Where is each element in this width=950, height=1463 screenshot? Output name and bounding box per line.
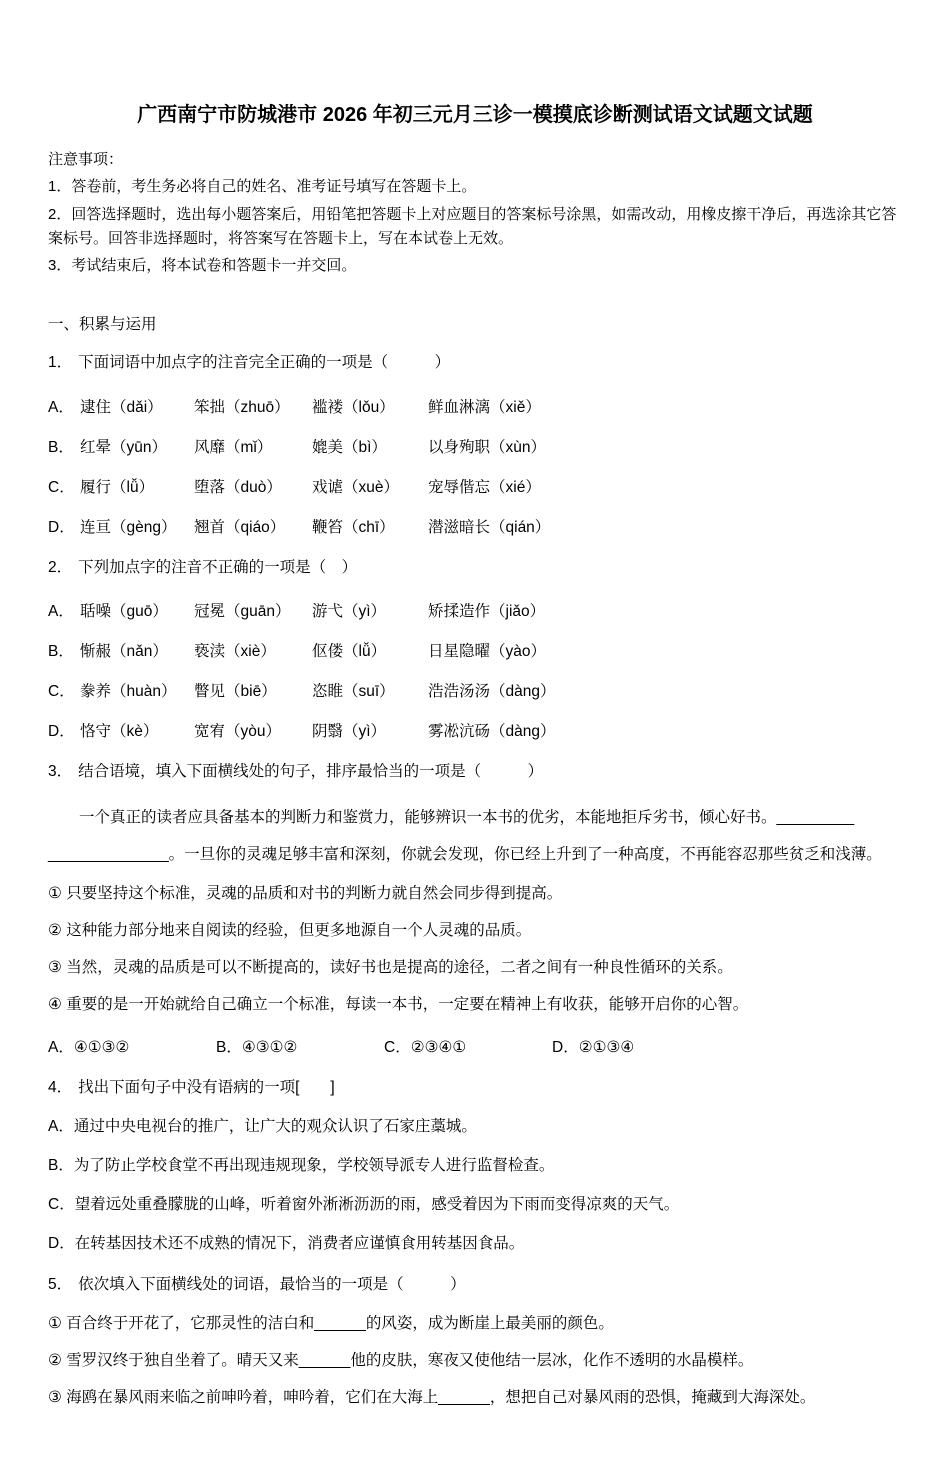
option-text: ②③④① (410, 1038, 467, 1056)
option-row (48, 515, 902, 537)
answer-option (552, 1035, 634, 1057)
option-label: A． (48, 1118, 74, 1136)
option-word: 戏谑（xuè） (312, 478, 399, 496)
option-word: 惭赧（nǎn） (80, 643, 168, 661)
option-text: ②①③④ (578, 1038, 635, 1056)
option-word: 聒噪（guō） (80, 603, 168, 621)
question-1 (48, 350, 902, 536)
option-row (48, 395, 902, 417)
option-line (48, 1232, 902, 1257)
question-stem-line (48, 1272, 902, 1298)
option-label: D． (552, 1038, 579, 1056)
question-stem-line (48, 759, 902, 785)
question-stem-line (48, 555, 902, 581)
sentence-item: ① 只要坚持这个标准，灵魂的品质和对书的判断力就自然会同步得到提高。 (48, 884, 563, 902)
option-word: 雾凇沆砀（dàng） (428, 723, 556, 741)
option-line (48, 1193, 902, 1218)
notice-header: 注意事项： (48, 151, 124, 168)
sentence-item: ② 雪罗汉终于独自坐着了。晴天又来______他的皮肤，寒夜又使他结一层冰，化作不透明的水晶模样。 (48, 1351, 754, 1369)
answer-option (216, 1035, 384, 1057)
answer-option (48, 1035, 216, 1057)
option-word: 亵渎（xiè） (194, 643, 276, 661)
question-number: 4． (48, 1078, 73, 1096)
option-word: 恣睢（suī） (312, 683, 395, 701)
question-5 (48, 1272, 902, 1409)
notice-item: 1．答卷前，考生务必将自己的姓名、准考证号填写在答题卡上。 (48, 178, 477, 196)
option-word: 鲜血淋漓（xiě） (428, 398, 541, 416)
option-word: 游弋（yì） (312, 603, 387, 621)
option-text: 在转基因技术还不成熟的情况下，消费者应谨慎食用转基因食品。 (74, 1234, 525, 1252)
answer-options-row (48, 1035, 902, 1057)
option-word: 鞭笞（chī） (312, 518, 395, 536)
sentence-item: ① 百合终于开花了，它那灵性的洁白和______的风姿，成为断崖上最美丽的颜色。 (48, 1314, 614, 1332)
question-stem: 依次填入下面横线处的词语，最恰当的一项是（ ） (78, 1276, 466, 1294)
option-line (48, 1154, 902, 1179)
question-4 (48, 1075, 902, 1257)
option-row (48, 599, 902, 621)
option-row (48, 639, 902, 661)
option-word: 矫揉造作（jiǎo） (428, 603, 546, 621)
notice-item: 2．回答选择题时，选出每小题答案后，用铅笔把答题卡上对应题目的答案标号涂黑，如需改动，用橡皮擦干净后，再选涂其它答案标号。回答非选择题时，将答案写在答题卡上，写在本试卷上无效。 (48, 205, 897, 247)
question-stem: 下列加点字的注音不正确的一项是（ ） (78, 558, 358, 576)
option-text: 为了防止学校食堂不再出现违规现象，学校领导派专人进行监督检查。 (73, 1156, 555, 1174)
option-label: D． (48, 723, 75, 741)
option-word: 瞥见（biē） (194, 683, 277, 701)
notice-section (48, 148, 902, 278)
option-word: 履行（lǚ） (80, 478, 155, 496)
option-word: 冠冕（guān） (194, 603, 291, 621)
option-label: A． (48, 398, 74, 416)
option-label: B． (48, 643, 74, 661)
option-text: 通过中央电视台的推广，让广大的观众认识了石家庄藁城。 (73, 1118, 477, 1136)
option-label: B． (48, 1156, 74, 1174)
option-word: 伛偻（lǚ） (312, 643, 387, 661)
question-number: 2． (48, 558, 73, 576)
section-header: 一、积累与运用 (48, 316, 157, 334)
option-word: 日星隐曜（yào） (428, 643, 546, 661)
sentence-item: ② 这种能力部分地来自阅读的经验，但更多地源自一个人灵魂的品质。 (48, 921, 532, 939)
option-word: 恪守（kè） (80, 723, 159, 741)
exam-title: 广西南宁市防城港市 2026 年初三元月三诊一模摸底诊断测试语文试题文试题 (137, 104, 813, 126)
option-word: 潜滋暗长（qián） (428, 518, 551, 536)
passage-line: ______________。一旦你的灵魂足够丰富和深刻，你就会发现，你已经上升到了一种高度，不再能容忍那些贫乏和浅薄。 (48, 845, 882, 863)
question-stem-line (48, 350, 902, 376)
option-word: 宽宥（yòu） (194, 723, 281, 741)
option-label: A． (48, 603, 74, 621)
option-word: 笨拙（zhuō） (194, 398, 290, 416)
option-word: 逮住（dǎi） (80, 398, 163, 416)
option-text: ④③①② (241, 1038, 298, 1056)
option-label: D． (48, 1234, 75, 1252)
option-label: C． (384, 1038, 411, 1056)
option-label: A． (48, 1038, 74, 1056)
question-stem: 下面词语中加点字的注音完全正确的一项是（ ） (78, 354, 451, 372)
option-word: 宠辱偕忘（xié） (428, 478, 541, 496)
question-number: 3． (48, 763, 73, 781)
answer-option (384, 1035, 552, 1057)
question-stem: 找出下面句子中没有语病的一项[ ] (78, 1078, 335, 1096)
option-row (48, 679, 902, 701)
option-text: ④①③② (73, 1038, 130, 1056)
option-word: 媲美（bì） (312, 438, 387, 456)
option-word: 翘首（qiáo） (194, 518, 286, 536)
option-row (48, 719, 902, 741)
option-word: 褴褛（lǒu） (312, 398, 395, 416)
option-word: 以身殉职（xùn） (428, 438, 546, 456)
question-3 (48, 759, 902, 1057)
passage-line: 一个真正的读者应具备基本的判断力和鉴赏力，能够辨识一本书的优劣，本能地拒斥劣书，倾心好书。_________ (79, 808, 855, 826)
option-word: 红晕（yūn） (80, 438, 167, 456)
sentence-item: ④ 重要的是一开始就给自己确立一个标准，每读一本书，一定要在精神上有收获，能够开启你的心智。 (48, 995, 749, 1013)
option-label: B． (48, 438, 74, 456)
sentence-item: ③ 当然，灵魂的品质是可以不断提高的，读好书也是提高的途径，二者之间有一种良性循环的关系。 (48, 958, 733, 976)
option-word: 阴翳（yì） (312, 723, 387, 741)
sentence-item: ③ 海鸥在暴风雨来临之前呻吟着，呻吟着，它们在大海上______，想把自己对暴风雨的恐惧，掩藏到大海深处。 (48, 1388, 816, 1406)
option-label: C． (48, 683, 75, 701)
question-2 (48, 555, 902, 741)
option-word: 豢养（huàn） (80, 683, 177, 701)
option-line (48, 1115, 902, 1140)
option-row (48, 435, 902, 457)
option-word: 连亘（gèng） (80, 518, 177, 536)
option-word: 浩浩汤汤（dàng） (428, 683, 556, 701)
option-label: D． (48, 518, 75, 536)
question-number: 1． (48, 354, 73, 372)
option-word: 堕落（duò） (194, 478, 282, 496)
notice-item: 3．考试结束后，将本试卷和答题卡一并交回。 (48, 257, 357, 275)
question-stem-line (48, 1075, 902, 1101)
option-text: 望着远处重叠朦胧的山峰，听着窗外淅淅沥沥的雨，感受着因为下雨而变得凉爽的天气。 (74, 1195, 680, 1213)
option-label: B． (216, 1038, 242, 1056)
option-word: 风靡（mǐ） (194, 438, 273, 456)
question-number: 5． (48, 1276, 73, 1294)
option-label: C． (48, 478, 75, 496)
option-row (48, 475, 902, 497)
option-label: C． (48, 1195, 75, 1213)
question-stem: 结合语境，填入下面横线处的句子，排序最恰当的一项是（ ） (78, 763, 544, 781)
